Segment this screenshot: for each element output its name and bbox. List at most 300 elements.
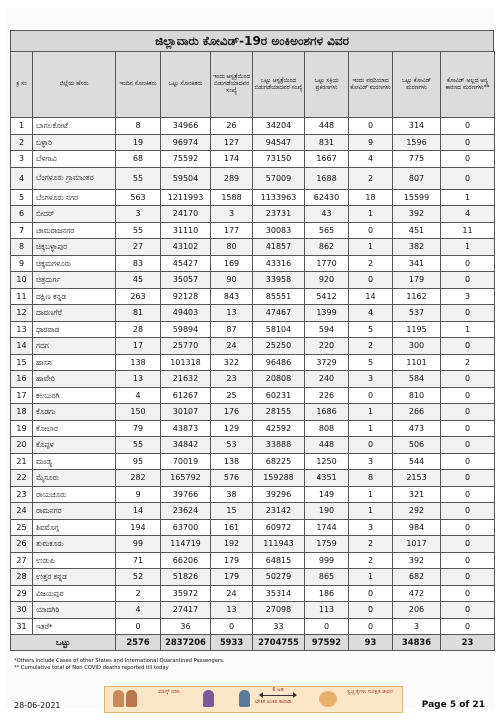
table-row bbox=[11, 288, 495, 305]
cell-today-dis: 127 bbox=[211, 134, 253, 151]
cell-district: ಬೆಂಗಳೂರು ಗ್ರಾಮಾಂತರ bbox=[33, 167, 116, 189]
cell-district: ದಕ್ಷಿಣ ಕನ್ನಡ bbox=[33, 288, 116, 305]
cell-today-death: 1 bbox=[349, 486, 393, 503]
table-row bbox=[11, 151, 495, 168]
table-row bbox=[11, 404, 495, 421]
cell-active: 594 bbox=[305, 321, 349, 338]
table-row bbox=[11, 206, 495, 223]
cell-total-dis: 159288 bbox=[253, 470, 305, 487]
cell-total-dis: 25250 bbox=[253, 338, 305, 355]
cell-sl: 20 bbox=[11, 437, 33, 454]
cell-today-pos: 68 bbox=[116, 151, 161, 168]
cell-sl: 8 bbox=[11, 239, 33, 256]
cell-sl: 14 bbox=[11, 338, 33, 355]
cell-today-dis: 15 bbox=[211, 503, 253, 520]
cell-non-covid: 4 bbox=[441, 206, 495, 223]
cell-today-death: 0 bbox=[349, 118, 393, 135]
cell-today-dis: 87 bbox=[211, 321, 253, 338]
cell-non-covid: 1 bbox=[441, 189, 495, 206]
cell-total-death: 775 bbox=[393, 151, 441, 168]
cell-total-total-pos: 2837206 bbox=[161, 635, 211, 651]
cell-today-dis: 138 bbox=[211, 453, 253, 470]
cell-total-pos: 165792 bbox=[161, 470, 211, 487]
cell-today-death: 1 bbox=[349, 206, 393, 223]
cell-total-death: 1596 bbox=[393, 134, 441, 151]
cell-district: ಗದಗ bbox=[33, 338, 116, 355]
cell-today-death: 5 bbox=[349, 354, 393, 371]
cell-today-dis: 177 bbox=[211, 222, 253, 239]
header-active-cases: ಒಟ್ಟು ಸಕ್ರಿಯ ಪ್ರಕರಣಗಳು bbox=[305, 52, 349, 118]
cell-total-pos: 49403 bbox=[161, 305, 211, 322]
cell-sl: 22 bbox=[11, 470, 33, 487]
cell-today-dis: 289 bbox=[211, 167, 253, 189]
cell-total-pos: 21632 bbox=[161, 371, 211, 388]
cell-district: ವಿಜಯಪುರ bbox=[33, 585, 116, 602]
table-row bbox=[11, 552, 495, 569]
totals-row bbox=[11, 635, 495, 651]
cell-total-pos: 59504 bbox=[161, 167, 211, 189]
cell-today-pos: 28 bbox=[116, 321, 161, 338]
cell-total-today-dis: 5933 bbox=[211, 635, 253, 651]
cell-today-pos: 55 bbox=[116, 167, 161, 189]
cell-non-covid: 0 bbox=[441, 569, 495, 586]
cell-total-pos: 114719 bbox=[161, 536, 211, 553]
cell-total-dis: 42592 bbox=[253, 420, 305, 437]
table-header-row bbox=[11, 52, 495, 118]
table-row bbox=[11, 255, 495, 272]
cell-today-death: 1 bbox=[349, 404, 393, 421]
cell-today-death: 4 bbox=[349, 151, 393, 168]
cell-district: ರಾಯಚೂರು bbox=[33, 486, 116, 503]
cell-total-death: 382 bbox=[393, 239, 441, 256]
report-date: 28-06-2021 bbox=[14, 701, 61, 710]
cell-today-pos: 55 bbox=[116, 222, 161, 239]
cell-sl: 15 bbox=[11, 354, 33, 371]
cell-total-pos: 70019 bbox=[161, 453, 211, 470]
cell-district: ಇತರೆ* bbox=[33, 618, 116, 635]
cell-sl: 5 bbox=[11, 189, 33, 206]
cell-total-death: 3 bbox=[393, 618, 441, 635]
cell-today-dis: 90 bbox=[211, 272, 253, 289]
cell-today-dis: 179 bbox=[211, 569, 253, 586]
cell-today-death: 2 bbox=[349, 255, 393, 272]
cell-district: ಮೈಸೂರು bbox=[33, 470, 116, 487]
table-row bbox=[11, 503, 495, 520]
cell-today-death: 9 bbox=[349, 134, 393, 151]
header-today-discharged: ಇಂದು ಆಸ್ಪತ್ರೆಯಿಂದ ಬಿಡುಗಡೆಯಾದವರ ಸಂಖ್ಯೆ bbox=[211, 52, 253, 118]
cell-sl: 24 bbox=[11, 503, 33, 520]
table-row bbox=[11, 354, 495, 371]
header-total-positive: ಒಟ್ಟು ಸೋಂಕಿತರು bbox=[161, 52, 211, 118]
cell-total-pos: 66206 bbox=[161, 552, 211, 569]
cell-non-covid: 0 bbox=[441, 167, 495, 189]
cell-non-covid: 0 bbox=[441, 519, 495, 536]
cell-non-covid: 0 bbox=[441, 536, 495, 553]
cell-active: 190 bbox=[305, 503, 349, 520]
cell-today-pos: 4 bbox=[116, 387, 161, 404]
cell-today-pos: 95 bbox=[116, 453, 161, 470]
cell-total-death: 321 bbox=[393, 486, 441, 503]
cell-total-dis: 33 bbox=[253, 618, 305, 635]
cell-total-dis: 28155 bbox=[253, 404, 305, 421]
cell-district: ಉತ್ತರ ಕನ್ನಡ bbox=[33, 569, 116, 586]
cell-total-death: 537 bbox=[393, 305, 441, 322]
cell-total-pos: 43873 bbox=[161, 420, 211, 437]
cell-today-dis: 161 bbox=[211, 519, 253, 536]
cell-total-pos: 31110 bbox=[161, 222, 211, 239]
table-row bbox=[11, 167, 495, 189]
cell-total-death: 341 bbox=[393, 255, 441, 272]
banner-mask-text: ಮಾಸ್ಕ್ ಧರಿಸಿ bbox=[158, 689, 180, 695]
cell-total-death: 1017 bbox=[393, 536, 441, 553]
cell-non-covid: 0 bbox=[441, 134, 495, 151]
cell-total-death: 392 bbox=[393, 552, 441, 569]
cell-total-label: ಒಟ್ಟು bbox=[11, 635, 116, 651]
cell-total-non-covid: 23 bbox=[441, 635, 495, 651]
cell-today-pos: 2 bbox=[116, 585, 161, 602]
footnote-non-covid: ** Cumulative total of Non COVID deaths reported till today bbox=[14, 665, 169, 671]
awareness-banner bbox=[104, 686, 403, 713]
cell-total-dis: 47467 bbox=[253, 305, 305, 322]
cell-today-dis: 23 bbox=[211, 371, 253, 388]
cell-total-death: 300 bbox=[393, 338, 441, 355]
cell-active: 920 bbox=[305, 272, 349, 289]
cell-today-dis: 25 bbox=[211, 387, 253, 404]
cell-non-covid: 0 bbox=[441, 272, 495, 289]
cell-today-pos: 150 bbox=[116, 404, 161, 421]
cell-total-pos: 75592 bbox=[161, 151, 211, 168]
table-row bbox=[11, 222, 495, 239]
header-non-covid-deaths: ಕೋವಿಡ್ ಅಲ್ಲದ ಅನ್ಯ ಕಾರಣದ ಮರಣಗಳು** bbox=[441, 52, 495, 118]
cell-today-dis: 1588 bbox=[211, 189, 253, 206]
cell-today-death: 2 bbox=[349, 167, 393, 189]
cell-sl: 13 bbox=[11, 321, 33, 338]
cell-today-death: 14 bbox=[349, 288, 393, 305]
table-row bbox=[11, 569, 495, 586]
table-row bbox=[11, 536, 495, 553]
page-number: Page 5 of 21 bbox=[421, 700, 485, 710]
header-today-deaths: ಇಂದು ವರದಿಯಾದ ಕೋವಿಡ್ ಮರಣಗಳು bbox=[349, 52, 393, 118]
cell-sl: 1 bbox=[11, 118, 33, 135]
cell-non-covid: 2 bbox=[441, 354, 495, 371]
cell-today-death: 1 bbox=[349, 503, 393, 520]
cell-active: 43 bbox=[305, 206, 349, 223]
cell-active: 220 bbox=[305, 338, 349, 355]
cell-sl: 3 bbox=[11, 151, 33, 168]
cell-non-covid: 1 bbox=[441, 239, 495, 256]
cell-total-dis: 23731 bbox=[253, 206, 305, 223]
cell-today-pos: 9 bbox=[116, 486, 161, 503]
banner-distance-value: 6 ಅಡಿ bbox=[272, 687, 284, 693]
header-district: ಜಿಲ್ಲೆಯ ಹೆಸರು bbox=[33, 52, 116, 118]
table-row bbox=[11, 420, 495, 437]
cell-active: 113 bbox=[305, 602, 349, 619]
cell-total-dis: 43316 bbox=[253, 255, 305, 272]
cell-active: 3729 bbox=[305, 354, 349, 371]
cell-active: 448 bbox=[305, 437, 349, 454]
cell-sl: 28 bbox=[11, 569, 33, 586]
cell-total-pos: 96974 bbox=[161, 134, 211, 151]
cell-total-death: 807 bbox=[393, 167, 441, 189]
cell-sl: 19 bbox=[11, 420, 33, 437]
cell-today-death: 8 bbox=[349, 470, 393, 487]
cell-active: 149 bbox=[305, 486, 349, 503]
cell-total-death: 506 bbox=[393, 437, 441, 454]
district-stats-table bbox=[10, 51, 495, 651]
cell-total-death: 1195 bbox=[393, 321, 441, 338]
cell-sl: 31 bbox=[11, 618, 33, 635]
cell-district: ಹಾಸನ bbox=[33, 354, 116, 371]
cell-total-death: 2153 bbox=[393, 470, 441, 487]
cell-today-death: 3 bbox=[349, 371, 393, 388]
report-sheet bbox=[6, 8, 495, 708]
cell-total-pos: 39766 bbox=[161, 486, 211, 503]
table-row bbox=[11, 387, 495, 404]
cell-non-covid: 0 bbox=[441, 437, 495, 454]
cell-total-dis: 60972 bbox=[253, 519, 305, 536]
cell-total-death: 810 bbox=[393, 387, 441, 404]
cell-total-dis: 96486 bbox=[253, 354, 305, 371]
cell-active: 4351 bbox=[305, 470, 349, 487]
cell-total-death: 682 bbox=[393, 569, 441, 586]
cell-total-death: 266 bbox=[393, 404, 441, 421]
cell-total-pos: 92128 bbox=[161, 288, 211, 305]
table-row bbox=[11, 321, 495, 338]
table-row bbox=[11, 189, 495, 206]
cell-total-death: 584 bbox=[393, 371, 441, 388]
cell-district: ಬಾಗಲಕೋಟೆ bbox=[33, 118, 116, 135]
cell-district: ಬೆಳಗಾವಿ bbox=[33, 151, 116, 168]
table-row bbox=[11, 486, 495, 503]
cell-today-dis: 24 bbox=[211, 338, 253, 355]
table-row bbox=[11, 371, 495, 388]
cell-district: ಚಿಕ್ಕಬಳ್ಳಾಪುರ bbox=[33, 239, 116, 256]
cell-today-dis: 174 bbox=[211, 151, 253, 168]
cell-total-pos: 43102 bbox=[161, 239, 211, 256]
cell-today-pos: 0 bbox=[116, 618, 161, 635]
cell-today-death: 5 bbox=[349, 321, 393, 338]
cell-district: ಬೀದರ್ bbox=[33, 206, 116, 223]
cell-today-death: 0 bbox=[349, 437, 393, 454]
cell-total-death: 179 bbox=[393, 272, 441, 289]
cell-total-today-death: 93 bbox=[349, 635, 393, 651]
cell-today-dis: 129 bbox=[211, 420, 253, 437]
cell-sl: 26 bbox=[11, 536, 33, 553]
cell-sl: 27 bbox=[11, 552, 33, 569]
cell-total-active: 97592 bbox=[305, 635, 349, 651]
cell-total-pos: 1211993 bbox=[161, 189, 211, 206]
cell-sl: 12 bbox=[11, 305, 33, 322]
cell-total-pos: 23624 bbox=[161, 503, 211, 520]
banner-hygiene-text: ಸ್ವಚ್ಛ ಕೈಗಳು ಸುರಕ್ಷಿತ ಜೀವನ bbox=[347, 689, 393, 695]
cell-total-dis: 33958 bbox=[253, 272, 305, 289]
cell-non-covid: 0 bbox=[441, 338, 495, 355]
cell-active: 999 bbox=[305, 552, 349, 569]
cell-district: ಬೆಂಗಳೂರು ನಗರ bbox=[33, 189, 116, 206]
cell-sl: 4 bbox=[11, 167, 33, 189]
cell-non-covid: 0 bbox=[441, 486, 495, 503]
cell-total-pos: 24170 bbox=[161, 206, 211, 223]
cell-total-pos: 51826 bbox=[161, 569, 211, 586]
cell-total-pos: 61267 bbox=[161, 387, 211, 404]
cell-today-pos: 99 bbox=[116, 536, 161, 553]
cell-non-covid: 0 bbox=[441, 305, 495, 322]
cell-today-death: 2 bbox=[349, 536, 393, 553]
cell-total-pos: 36 bbox=[161, 618, 211, 635]
cell-sl: 10 bbox=[11, 272, 33, 289]
cell-total-pos: 35057 bbox=[161, 272, 211, 289]
cell-sl: 29 bbox=[11, 585, 33, 602]
cell-non-covid: 0 bbox=[441, 503, 495, 520]
cell-active: 831 bbox=[305, 134, 349, 151]
cell-today-pos: 55 bbox=[116, 437, 161, 454]
cell-today-dis: 192 bbox=[211, 536, 253, 553]
cell-today-dis: 176 bbox=[211, 404, 253, 421]
cell-active: 1399 bbox=[305, 305, 349, 322]
cell-total-dis: 85551 bbox=[253, 288, 305, 305]
cell-total-dis: 68225 bbox=[253, 453, 305, 470]
cell-active: 1250 bbox=[305, 453, 349, 470]
cell-district: ಕೋಲಾರ bbox=[33, 420, 116, 437]
cell-district: ಶಿವಮೊಗ್ಗ bbox=[33, 519, 116, 536]
cell-today-pos: 8 bbox=[116, 118, 161, 135]
cell-today-pos: 81 bbox=[116, 305, 161, 322]
cell-non-covid: 1 bbox=[441, 321, 495, 338]
cell-total-pos: 34966 bbox=[161, 118, 211, 135]
cell-total-pos: 59894 bbox=[161, 321, 211, 338]
cell-district: ಚಿತ್ರದುರ್ಗ bbox=[33, 272, 116, 289]
cell-district: ಧಾರವಾಡ bbox=[33, 321, 116, 338]
cell-non-covid: 0 bbox=[441, 118, 495, 135]
cell-active: 186 bbox=[305, 585, 349, 602]
cell-total-pos: 101318 bbox=[161, 354, 211, 371]
table-row bbox=[11, 618, 495, 635]
cell-total-pos: 27417 bbox=[161, 602, 211, 619]
cell-total-death: 544 bbox=[393, 453, 441, 470]
cell-district: ಹಾವೇರಿ bbox=[33, 371, 116, 388]
masked-person-icon bbox=[113, 690, 124, 707]
cell-today-dis: 179 bbox=[211, 552, 253, 569]
cell-active: 808 bbox=[305, 420, 349, 437]
cell-today-dis: 576 bbox=[211, 470, 253, 487]
cell-total-dis: 39296 bbox=[253, 486, 305, 503]
cell-total-dis: 33888 bbox=[253, 437, 305, 454]
cell-district: ತುಮಕೂರು bbox=[33, 536, 116, 553]
footnote-others: *Others include Cases of other States and International Quarantined Passengers. bbox=[14, 658, 225, 664]
header-sl: ಕ್ರ ಸಂ bbox=[11, 52, 33, 118]
cell-active: 226 bbox=[305, 387, 349, 404]
cell-today-dis: 53 bbox=[211, 437, 253, 454]
cell-today-dis: 26 bbox=[211, 118, 253, 135]
cell-sl: 9 bbox=[11, 255, 33, 272]
cell-today-dis: 24 bbox=[211, 585, 253, 602]
cell-total-pos: 34842 bbox=[161, 437, 211, 454]
cell-today-pos: 4 bbox=[116, 602, 161, 619]
cell-total-dis: 50279 bbox=[253, 569, 305, 586]
cell-today-death: 2 bbox=[349, 552, 393, 569]
cell-non-covid: 0 bbox=[441, 470, 495, 487]
cell-total-dis: 57009 bbox=[253, 167, 305, 189]
cell-today-pos: 19 bbox=[116, 134, 161, 151]
cell-non-covid: 0 bbox=[441, 255, 495, 272]
distance-arrow-icon bbox=[260, 695, 296, 696]
cell-active: 5412 bbox=[305, 288, 349, 305]
cell-total-dis: 73150 bbox=[253, 151, 305, 168]
cell-total-dis: 20808 bbox=[253, 371, 305, 388]
cell-active: 565 bbox=[305, 222, 349, 239]
hand-wash-icon bbox=[319, 691, 337, 707]
cell-total-pos: 25770 bbox=[161, 338, 211, 355]
cell-sl: 2 bbox=[11, 134, 33, 151]
cell-non-covid: 0 bbox=[441, 552, 495, 569]
table-row bbox=[11, 453, 495, 470]
header-today-positive: ಇಂದಿನ ಸೋಂಕಿತರು bbox=[116, 52, 161, 118]
cell-active: 1744 bbox=[305, 519, 349, 536]
cell-total-dis: 94547 bbox=[253, 134, 305, 151]
cell-today-death: 0 bbox=[349, 222, 393, 239]
cell-total-pos: 30107 bbox=[161, 404, 211, 421]
cell-today-dis: 38 bbox=[211, 486, 253, 503]
cell-active: 1686 bbox=[305, 404, 349, 421]
cell-today-death: 3 bbox=[349, 453, 393, 470]
cell-total-today-pos: 2576 bbox=[116, 635, 161, 651]
cell-sl: 25 bbox=[11, 519, 33, 536]
cell-today-death: 2 bbox=[349, 338, 393, 355]
cell-sl: 18 bbox=[11, 404, 33, 421]
cell-active: 62430 bbox=[305, 189, 349, 206]
table-row bbox=[11, 338, 495, 355]
cell-total-dis: 41857 bbox=[253, 239, 305, 256]
cell-today-pos: 282 bbox=[116, 470, 161, 487]
cell-today-death: 1 bbox=[349, 569, 393, 586]
cell-today-dis: 3 bbox=[211, 206, 253, 223]
cell-total-dis: 60231 bbox=[253, 387, 305, 404]
cell-total-death: 206 bbox=[393, 602, 441, 619]
cell-today-dis: 169 bbox=[211, 255, 253, 272]
cell-non-covid: 0 bbox=[441, 453, 495, 470]
cell-active: 1770 bbox=[305, 255, 349, 272]
cell-total-death: 984 bbox=[393, 519, 441, 536]
cell-today-dis: 0 bbox=[211, 618, 253, 635]
cell-active: 1759 bbox=[305, 536, 349, 553]
cell-total-death: 392 bbox=[393, 206, 441, 223]
cell-district: ಬಳ್ಳಾರಿ bbox=[33, 134, 116, 151]
cell-today-death: 0 bbox=[349, 618, 393, 635]
cell-total-dis: 111943 bbox=[253, 536, 305, 553]
cell-district: ಕೊಡಗು bbox=[33, 404, 116, 421]
table-row bbox=[11, 437, 495, 454]
cell-total-dis: 1133963 bbox=[253, 189, 305, 206]
header-total-discharged: ಒಟ್ಟು ಆಸ್ಪತ್ರೆಯಿಂದ ಬಿಡುಗಡೆಯಾದವರ ಸಂಖ್ಯೆ bbox=[253, 52, 305, 118]
cell-today-pos: 194 bbox=[116, 519, 161, 536]
cell-today-dis: 13 bbox=[211, 602, 253, 619]
cell-sl: 23 bbox=[11, 486, 33, 503]
cell-today-dis: 80 bbox=[211, 239, 253, 256]
cell-non-covid: 0 bbox=[441, 387, 495, 404]
cell-sl: 7 bbox=[11, 222, 33, 239]
cell-district: ಚಿಕ್ಕಮಗಳೂರು bbox=[33, 255, 116, 272]
cell-today-death: 4 bbox=[349, 305, 393, 322]
cell-total-pos: 35972 bbox=[161, 585, 211, 602]
cell-non-covid: 0 bbox=[441, 420, 495, 437]
cell-non-covid: 0 bbox=[441, 151, 495, 168]
cell-total-death: 451 bbox=[393, 222, 441, 239]
cell-today-pos: 79 bbox=[116, 420, 161, 437]
cell-total-death: 1162 bbox=[393, 288, 441, 305]
cell-today-pos: 138 bbox=[116, 354, 161, 371]
cell-today-pos: 17 bbox=[116, 338, 161, 355]
cell-sl: 17 bbox=[11, 387, 33, 404]
